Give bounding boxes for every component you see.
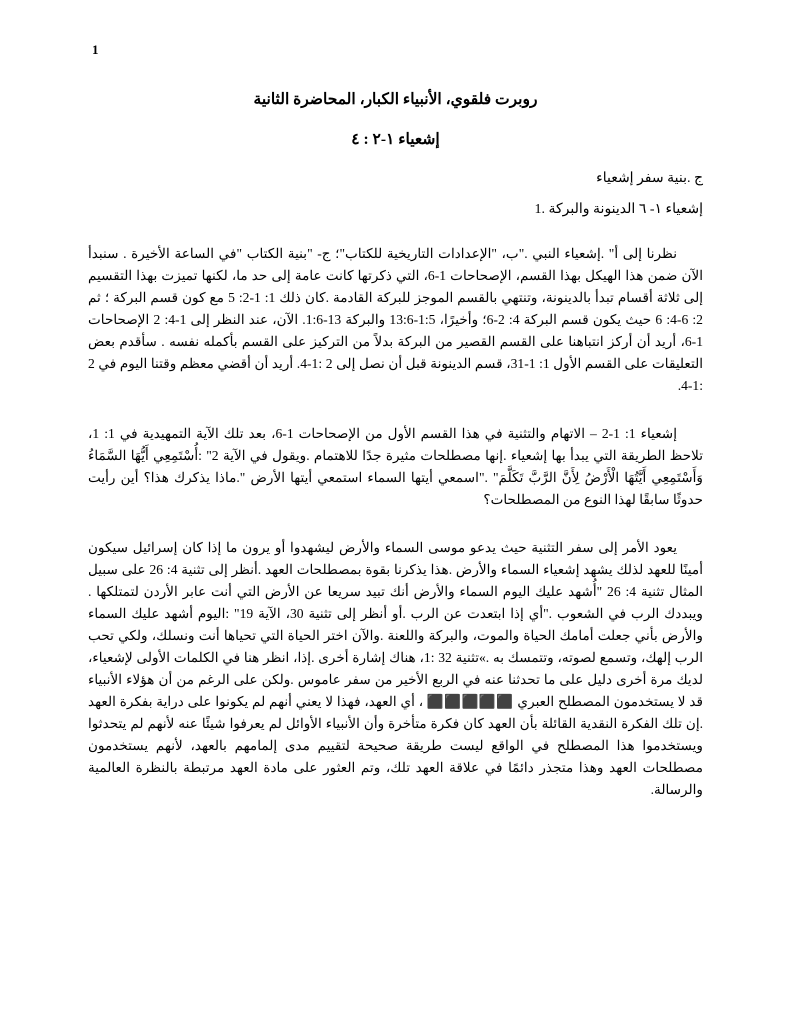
paragraph-divider-2 [88,511,703,537]
page-title: روبرت فلقوي، الأنبياء الكبار، المحاضرة الثانية [253,91,538,108]
section-heading-judgment-blessing: إشعياء ١- ٦ الدينونة والبركة .1 [534,202,703,218]
paragraph-3: يعود الأمر إلى سفر التثنية حيث يدعو موسى السماء والأرض ليشهدوا أو يرون ما إذا كان إسرائيل سيكون أمينًا للعهد لذلك يشهد إشعياء السماء والأرض .هذا يذكرنا بقوة بمصطلحات العهد .أنظر إلى تثنية 4: 26 على سبيل المثال تثنية 4: 26 "أُشهد عليك اليوم السماء والأرض أنك تبيد سريعا عن الأرض التي أنت عابر الأردن لتمتلكها . ويبددك الرب في الشعوب ."أي إذا ابتعدت عن الرب .أو أنظر إلى تثنية 30، الآية 19" :اليوم أشهد عليك السماء والأرض بأني جعلت أمامك الحياة والموت، والبركة واللعنة .والآن اختر الحياة التي تحياها أنت ونسلك، ولكي تحب الرب إلهك، وتسمع لصوته، وتتمسك به .»تثنية 32 :1، هناك إشارة أخرى .إذا، انظر هنا في الكلمات الأولى لإشعياء، لديك مرة أخرى دليل على ما تحدثنا عنه في الربع الأخير من سفر عاموس .ولكن على الرغم من أن هؤلاء الأنبياء قد لا يستخدمون المصطلح العبري ⬛⬛⬛⬛⬛ ، أي العهد، فهذا لا يعني أنهم لم يكونوا على دراية بفكرة العهد .إن تلك الفكرة النقدية القائلة بأن العهد كان فكرة متأخرة وأن الأنبياء الأوائل لم يعرفوا شيئًا عنه لأنهم لم يتحدثوا ويستخدموا هذا المصطلح في الواقع ليست طريقة صحيحة لتقييم مدى إلمامهم بالعهد، لأنهم يستخدمون مصطلحات العهد وهذا متجذر دائمًا في علاقة العهد تلك، وتم العثور على مادة العهد مرتبطة بالنظرة العالمية والرسالة. [88,540,703,798]
paragraph-1: نظرنا إلى أ" .إشعياء النبي ."ب، "الإعدادات التاريخية للكتاب"؛ ج- "بنية الكتاب "في الساعة الأخيرة . سنبدأ الآن ضمن هذا الهيكل بهذا القسم، الإصحاحات 1-6، التي ذكرتها كانت عامة إلى حد ما، لكنها تميزت بهذا التقسيم إلى ثلاثة أقسام تبدأ بالدينونة، وتنتهي بالقسم الموجز للبركة القادمة .كان ذلك 1: 1-2: 5 مع كون قسم البركة ؛ ثم 2: 6-4: 6 حيث يكون قسم البركة 4: 2-6؛ وأخيرًا، 1:5-13:6 والبركة 13-1:6. الآن، عند النظر إلى 1-4: 2 الإصحاحات 1-6، أريد أن أركز انتباهنا على القسم القصير من البركة بدلاً من التركيز على القسم بأكمله نفسه . سأقدم بعض التعليقات على القسم الأول 1: 1-31، قسم الدينونة قبل أن نصل إلى 2 :1-4. أريد أن أقضي معظم وقتنا اليوم في 2 :1-4. [88,245,704,393]
page-subtitle: إشعياء ١-٢ : ٤ [351,131,440,149]
section-heading-structure: ج .بنية سفر إشعياء [596,170,703,186]
page-number: 1 [92,42,99,57]
paragraph-2: إشعياء 1: 1-2 – الاتهام والتثنية في هذا القسم الأول من الإصحاحات 1-6، بعد تلك الآية التمهيدية في 1: 1، تلاحظ الطريقة التي يبدأ بها إشعياء .إنها مصطلحات مثيرة جدًا للاهتمام .ويقول في الآية 2" :أُسْتَمِعِي أَيُّهَا السَّمَاءُ وَأَسْتَمِعِي أَيَّتُهَا الْأَرْضُ لِأَنَّ الرَّبَّ تَكَلَّمَ" ."اسمعي أيتها السماء استمعي أيتها الأرض ".ماذا يذكرك هذا؟ أين رأيت حدوثًا سابقًا لهذا النوع من المصطلحات؟ [88,425,703,508]
paragraph-divider [88,397,703,423]
